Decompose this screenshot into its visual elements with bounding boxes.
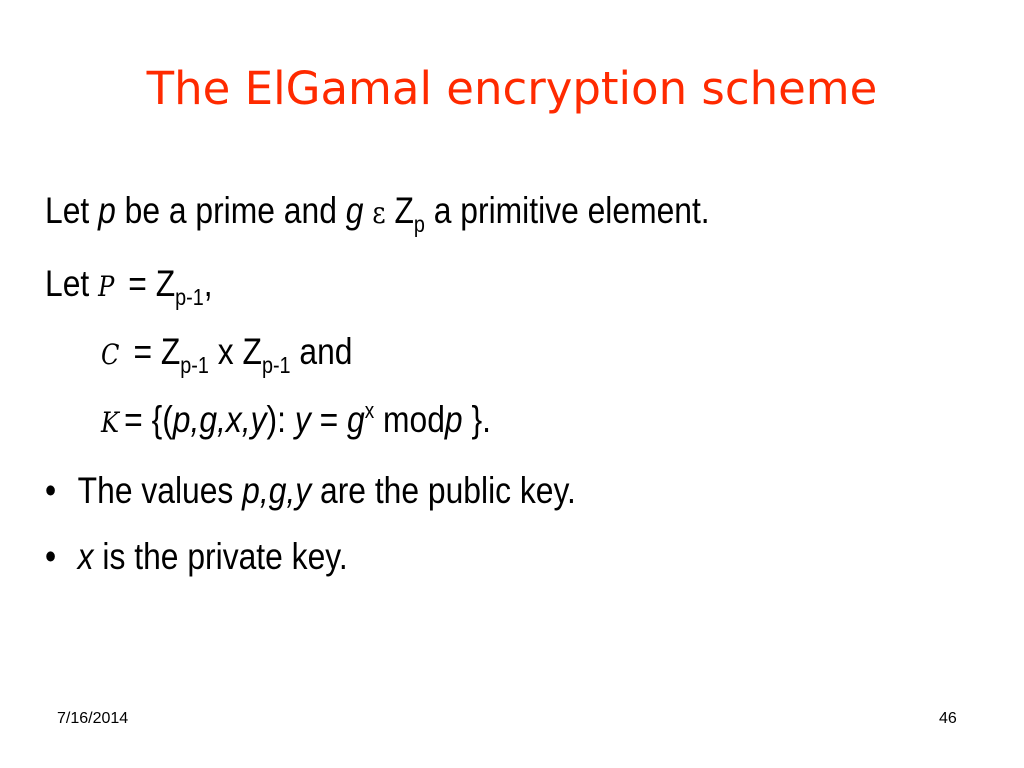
bullet-marker: • [45, 470, 57, 511]
key-space-symbol: K [101, 406, 119, 439]
bullet-text-pre: The values [77, 470, 234, 511]
bullet-marker: • [45, 536, 57, 577]
exponent-x: x [364, 398, 375, 423]
equals-sign: = [319, 399, 339, 440]
var-y: y [294, 399, 311, 440]
equals-z: = Z [133, 331, 181, 372]
mod-word: mod [383, 399, 445, 440]
element-of-symbol: ε [372, 196, 386, 231]
var-p: p [98, 190, 116, 231]
be-prime-text: be a prime and [124, 190, 337, 231]
let-word: Let [45, 190, 90, 231]
definition-line-4 [101, 398, 491, 440]
equals-z: = Z [128, 263, 176, 304]
primitive-text: a primitive element. [433, 190, 710, 231]
equals-open-set: = {( [124, 399, 173, 440]
definition-line-3 [101, 331, 353, 378]
definition-line-2 [45, 263, 213, 310]
var-g: g [345, 190, 364, 231]
z-subscript: p [413, 211, 425, 237]
ciphertext-space-symbol: C [101, 338, 120, 371]
var-g: g [347, 399, 365, 440]
bullet-item-private-key [45, 538, 348, 575]
var-p: p [444, 399, 463, 440]
z-subscript: p-1 [175, 284, 204, 310]
z-subscript-2: p-1 [261, 352, 291, 378]
close-set: }. [471, 399, 491, 440]
bullet-text-emphasis: p,g,y [242, 470, 312, 511]
slide-title: The ElGamal encryption scheme [146, 62, 878, 115]
bullet-text-emphasis: x [77, 536, 94, 577]
and-word: and [299, 331, 353, 372]
definition-line-1 [45, 190, 710, 237]
plaintext-space-symbol: P [98, 270, 115, 303]
z-symbol: Z [394, 190, 414, 231]
comma: , [203, 263, 213, 304]
page-number: 46 [939, 710, 957, 727]
bullet-text-post: is the private key. [102, 536, 348, 577]
footer-date: 7/16/2014 [57, 710, 129, 727]
key-tuple: p,g,x,y [172, 399, 267, 440]
let-word: Let [45, 263, 90, 304]
times-z: x Z [217, 331, 262, 372]
z-subscript-1: p-1 [180, 352, 209, 378]
bullet-text-post: are the public key. [320, 470, 576, 511]
close-paren-colon: ): [266, 399, 286, 440]
bullet-item-public-key [45, 472, 576, 509]
